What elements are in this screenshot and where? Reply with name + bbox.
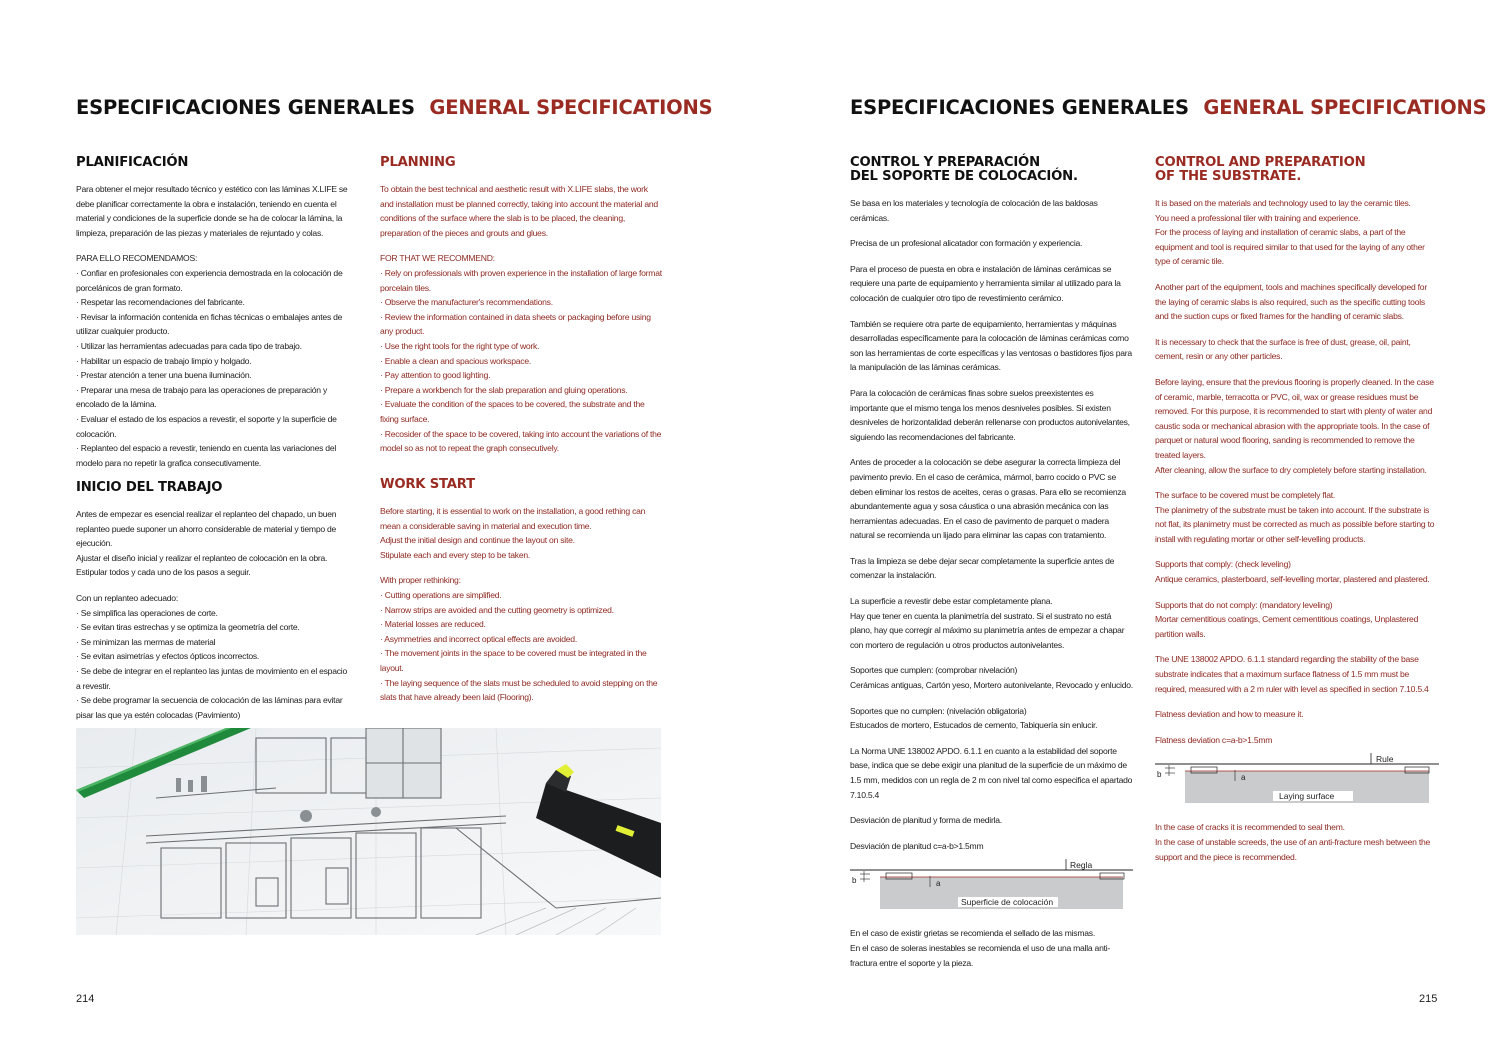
control-en-formula: Flatness deviation c=a-b>1.5mm [1155, 734, 1273, 745]
control-es-p4: También se requiere otra parte de equipamiento, herramientas y máquinas desarrolladas específicamente para la colocación de láminas cerámicas como son las herramientas de corte específicas y las ventosas o bastidores fijos para la manipulación de las láminas cerámicas. [850, 318, 1132, 373]
control-es-p2: Precisa de un profesional alicatador con formación y experiencia. [850, 238, 1083, 249]
planning-es-title: PLANIFICACIÓN [76, 155, 189, 170]
control-es-formula: Desviación de planitud c=a-b>1.5mm [850, 840, 984, 851]
diagram-a-label: a [1241, 773, 1246, 783]
page-number: 215 [1419, 993, 1438, 1005]
diagram-b-label: b [1157, 770, 1162, 780]
start-es-column [76, 481, 352, 733]
control-en-p2: Another part of the equipment, tools and machines specifically developed for the laying of ceramic slabs is also required, such as the specific cutting tools and the suction cups or fixed frames for the handling of ceramic slabs. [1155, 281, 1427, 322]
control-es-p1: Se basa en los materiales y tecnología de colocación de las baldosas cerámicas. [850, 198, 1098, 223]
control-en-p8: The UNE 138002 APDO. 6.1.1 standard regarding the stability of the base substrate indicates that a maximum surface flatness of 1.5 mm must be required, measured with a 2 m ruler with level as specified in section 7.10.5.4 [1155, 654, 1429, 694]
planning-es-intro: Para obtener el mejor resultado técnico y estético con las láminas X.LIFE se debe planificar correctamente la obra e instalación, teniendo en cuenta el material y condiciones de la superficie donde se ha de colocar la lámina, la limpieza, preparación de las piezas y materiales de rejuntado y colas. [76, 184, 348, 238]
diagram-a-label: a [936, 879, 941, 889]
page-header [76, 96, 712, 119]
control-es-p13: En el caso de existir grietas se recomienda el sellado de las mismas. En el caso de soleras inestables se recomienda el uso de una malla anti-fractura entre el soporte y la pieza. [850, 928, 1111, 968]
planning-es-column [76, 156, 352, 481]
control-es-p6: Antes de proceder a la colocación se debe asegurar la correcta limpieza del pavimento previo. En el caso de cerámica, mármol, barro cocido o PVC se deben eliminar los restos de aceites, ceras o grasas. Para ello se recomienza abundantemente agua y sosa cáustica o una abrasión mecánica con las herramientas adecuadas. En el caso de pavimento de parquet o madera natural se recomienda un lijado para eliminar las capas con tratamiento. [850, 457, 1126, 541]
control-es-p12: Desviación de planitud y forma de medirla. [850, 815, 1002, 826]
control-es-p7: Tras la limpieza se debe dejar secar completamente la superficie antes de comenzar la instalación. [850, 555, 1115, 581]
header-spanish: ESPECIFICACIONES GENERALES [76, 96, 415, 119]
control-es-column [850, 156, 1133, 981]
control-en-p3: It is necessary to check that the surface is free of dust, grease, oil, paint, cement, resin or any other particles. [1155, 336, 1411, 362]
start-es-list: Con un replanteo adecuado: · Se simplifica las operaciones de corte. · Se evitan tiras estrechas y se optimiza la geometría del corte. · Se minimizan las mermas de material · Se evitan asimetrías y efectos ópticos incorrectos. · Se debe de integrar en el replanteo las juntas de movimiento en el espacio a revestir. · Se debe programar la secuencia de colocación de las láminas para evitar pisar las que ya estén colocadas (Pavimiento) [76, 592, 347, 720]
control-es-p8: La superficie a revestir debe estar completamente plana. Hay que tener en cuenta la planimetría del sustrato. Si el sustrato no está plano, hay que corregir al máximo su planimetría antes de empezar a chapar con mortero de regulación u otros productos autonivelantes. [850, 596, 1125, 650]
header-english: GENERAL SPECIFICATIONS [429, 96, 713, 119]
start-es-intro: Antes de empezar es esencial realizar el replanteo del chapado, un buen replanteo puede suponer un ahorro considerable de material y tiempo de ejecución. Ajustar el diseño inicial y realizar el replanteo de colocación en la obra. Estipular todos y cada uno de los pasos a seguir. [76, 509, 337, 578]
control-en-p9: Flatness deviation and how to measure it. [1155, 709, 1304, 720]
control-en-p5: The surface to be covered must be completely flat. The planimetry of the substrate must be taken into account. If the substrate is not flat, its planimetry must be corrected as much as possible before starting to install with regulating mortar or other self-levelling products. [1155, 490, 1435, 544]
planning-en-recommendations: FOR THAT WE RECOMMEND: · Rely on professionals with proven experience in the installation of large format porcelain tiles. · Observe the manufacturer's recommendations. · Review the information contained in data sheets or packaging before using any product. · Use the right tools for the right type of work. · Enable a clean and spacious workspace. · Pay attention to good lighting. · Prepare a workbench for the slab preparation and gluing operations. · Evaluate the condition of the spaces to be covered, the substrate and the fixing surface. · Recosider of the space to be covered, taking into account the variations of the model so as not to repeat the graph consecutively. [380, 253, 662, 454]
header-english: GENERAL SPECIFICATIONS [1203, 96, 1487, 119]
control-en-p7: Supports that do not comply: (mandatory leveling) Mortar cementitious coatings, Cement cementitious coatings, Unplastered partition walls. [1155, 599, 1419, 639]
control-en-column [1155, 156, 1439, 875]
control-es-p3: Para el proceso de puesta en obra e instalación de láminas cerámicas se requiere una parte de equipamiento y herramienta similar al utilizado para la colocación de cualquier otro tipo de revestimiento cerámico. [850, 263, 1121, 303]
flatness-diagram-es [850, 859, 1133, 916]
surface-label: Superficie de colocación [961, 897, 1054, 908]
control-es-p5: Para la colocación de cerámicas finas sobre suelos preexistentes es importante que el mismo tenga los menos desniveles posibles. Si existen desniveles de horizontalidad deberán rellenarse con productos autonivelantes, siguiendo las recomendaciones del fabricante. [850, 387, 1130, 442]
diagram-b-label: b [852, 876, 857, 886]
control-es-p10: Soportes que no cumplen: (nivelación obligatoria) Estucados de mortero, Estucados de cemento, Tabiquería sin enlucir. [850, 705, 1098, 731]
start-es-title: INICIO DEL TRABAJO [76, 480, 223, 495]
surface-label: Laying surface [1279, 791, 1335, 802]
right-page [756, 0, 1512, 1059]
page-header [850, 96, 1486, 119]
rule-label: Regla [1070, 860, 1093, 871]
planning-es-recommendations: PARA ELLO RECOMENDAMOS: · Confiar en profesionales con experiencia demostrada en la colocación de porcelánicos de gran formato. · Respetar las recomendaciones del fabricante. · Revisar la información contenida en fichas técnicas o embalajes antes de utilizar cualquier producto. · Utilizar las herramientas adecuadas para cada tipo de trabajo. · Habilitar un espacio de trabajo limpio y holgado. · Prestar atención a tener una buena iluminación. · Preparar una mesa de trabajo para las operaciones de preparación y encolado de la lámina. · Evaluar el estado de los espacios a revestir, el soporte y la superficie de colocación. · Replanteo del espacio a revestir, teniendo en cuenta las variaciones del modelo para no repetir la grafica consecutivamente. [76, 253, 343, 468]
control-en-p6: Supports that comply: (check leveling) Antique ceramics, plasterboard, self-levelling mortar, plastered and plastered. [1155, 559, 1430, 585]
planning-en-intro: To obtain the best technical and aesthetic result with X.LIFE slabs, the work and installation must be planned correctly, taking into account the material and conditions of the surface where the slab is to be placed, the cleaning, preparation of the pieces and grouts and glues. [380, 184, 658, 238]
control-es-p11: La Norma UNE 138002 APDO. 6.1.1 en cuanto a la estabilidad del soporte base, indica que se debe exigir una planitud de la superficie de un máximo de 1.5 mm, medidos con un regla de 2 m con nivel tal como especifica el apartado 7.10.5.4 [850, 745, 1133, 800]
start-en-intro: Before starting, it is essential to work on the installation, a good rething can mean a considerable saving in material and execution time. Adjust the initial design and continue the layout on site. Stipulate each and every step to be taken. [380, 506, 646, 560]
kitchen-sketch-image [76, 728, 661, 935]
start-en-column [380, 478, 662, 716]
flatness-diagram-en [1155, 753, 1439, 810]
control-en-p1: It is based on the materials and technology used to lay the ceramic tiles. You need a professional tiler with training and experience. For the process of laying and installation of ceramic slabs, a part of the equipment and tool is required similar to that used for the laying of any other type of ceramic tile. [1155, 198, 1425, 267]
page-number: 214 [76, 993, 95, 1005]
planning-en-column [380, 156, 662, 467]
control-es-p9: Soportes que cumplen: (comprobar nivelación) Cerámicas antiguas, Cartón yeso, Mortero autonivelante, Revocado y enlucido. [850, 665, 1133, 691]
start-en-list: With proper rethinking: · Cutting operations are simplified. · Narrow strips are avoided and the cutting geometry is optimized. · Material losses are reduced. · Asymmetries and incorrect optical effects are avoided. · The movement joints in the space to be covered must be integrated in the layout. · The laying sequence of the slats must be scheduled to avoid stepping on the slats that have already been laid (Flooring). [380, 575, 658, 703]
control-en-p10: In the case of cracks it is recommended to seal them. In the case of unstable screeds, the use of an anti-fracture mesh between the support and the piece is recommended. [1155, 822, 1431, 862]
control-en-p4: Before laying, ensure that the previous flooring is properly cleaned. In the case of ceramic, marble, terracotta or PVC, oil, wax or grease residues must be removed. For this purpose, it is recommended to start with plenty of water and caustic soda or mechanical abrasion with the appropriate tools. In the case of parquet or natural wood flooring, sanding is recommended to remove the treated layers. After cleaning, allow the surface to dry completely before starting installation. [1155, 376, 1434, 475]
rule-label: Rule [1376, 754, 1394, 765]
planning-en-title: PLANNING [380, 155, 456, 170]
control-en-title: CONTROL AND PREPARATION OF THE SUBSTRATE. [1155, 155, 1366, 184]
header-spanish: ESPECIFICACIONES GENERALES [850, 96, 1189, 119]
start-en-title: WORK START [380, 477, 475, 492]
control-es-title: CONTROL Y PREPARACIÓN DEL SOPORTE DE COLOCACIÓN. [850, 155, 1078, 184]
